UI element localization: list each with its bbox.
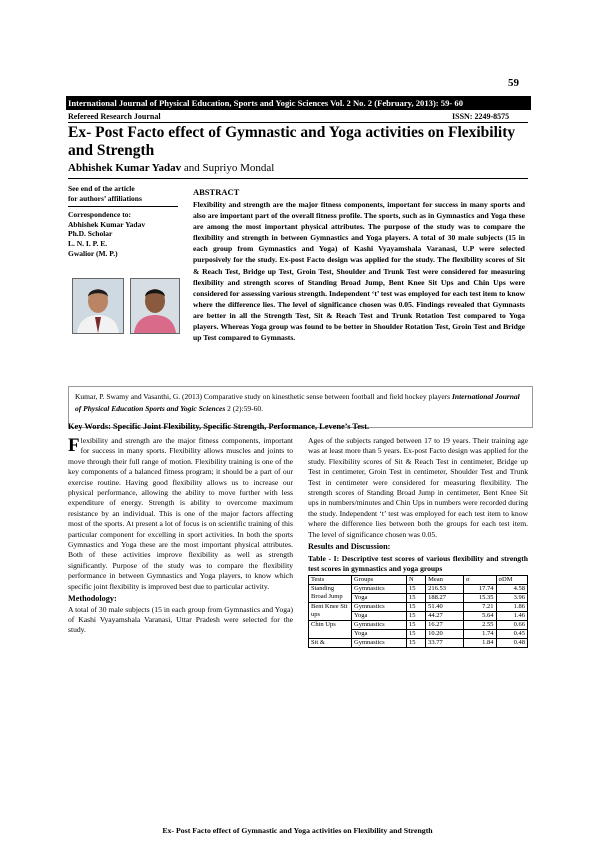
table-cell: 15 bbox=[407, 620, 426, 629]
table-cell: 1.84 bbox=[463, 638, 496, 647]
table-cell: 7.21 bbox=[463, 602, 496, 611]
left-column bbox=[68, 436, 293, 636]
keywords: Key Words: Specific Joint Flexibility, Specific Strength, Performance, Levene’s Test. bbox=[68, 422, 370, 431]
table-cell: Standing Broad Jump bbox=[309, 584, 352, 602]
correspondence-name: Abhishek Kumar Yadav bbox=[68, 219, 146, 229]
table-cell: 5.64 bbox=[463, 611, 496, 620]
table-cell: 0.45 bbox=[496, 629, 527, 638]
table-cell: 15 bbox=[407, 611, 426, 620]
methodology-text: A total of 30 male subjects (15 in each group from Gymnastics and Yoga) of Kashi Vyayamshala Varanasi, Uttar Pradesh were selected for the study. bbox=[68, 604, 293, 635]
table-cell: Gymnastics bbox=[352, 620, 407, 629]
table-cell: Gymnastics bbox=[352, 584, 407, 593]
table-cell: 0.48 bbox=[496, 638, 527, 647]
header-rule bbox=[68, 122, 528, 123]
table-header: σDM bbox=[496, 575, 527, 584]
issn: ISSN: 2249-8575 bbox=[452, 112, 510, 121]
table-row bbox=[309, 602, 528, 611]
correspondence-label: Correspondence to: bbox=[68, 210, 131, 220]
journal-header: International Journal of Physical Education, Sports and Yogic Sciences Vol. 2 No. 2 (February, 2013): 59- 60 bbox=[66, 96, 531, 110]
table-cell: 15.35 bbox=[463, 593, 496, 602]
table-cell: 51.40 bbox=[426, 602, 464, 611]
first-author: Abhishek Kumar Yadav bbox=[68, 162, 182, 174]
table-cell: 216.53 bbox=[426, 584, 464, 593]
table-cell: 17.74 bbox=[463, 584, 496, 593]
correspondence-city: Gwalior (M. P.) bbox=[68, 248, 118, 258]
methods-continued: Ages of the subjects ranged between 17 to 19 years. Their training age was at least more than 5 years. Ex-post Facto design was applied for the study. Flexibility scores of Sit & Reach Test in centimeter, Bridge up Test in centimeter, Groin Test in centimeter, Shoulder Test and Trunk Test in centimeter were considered for measuring flexibility. The strength scores of Standing Broad Jump in centimeter, Bent Knee Sit ups in numbers/minutes and Chin Ups in numbers were recorded during the study. Independent ‘t’ test was employed for each test item to know where the difference lies between both the groups for each test item. The level of significance chosen was 0.05. bbox=[308, 436, 528, 539]
table-cell: 0.66 bbox=[496, 620, 527, 629]
table-cell: 33.77 bbox=[426, 638, 464, 647]
author-sidebar bbox=[68, 184, 180, 258]
authors-rule bbox=[68, 178, 528, 179]
table-header: σ bbox=[463, 575, 496, 584]
abstract-heading: ABSTRACT bbox=[193, 187, 240, 197]
table-cell: Bent Knee Sit ups bbox=[309, 602, 352, 620]
table-cell: 1.46 bbox=[496, 611, 527, 620]
table-row bbox=[309, 638, 528, 647]
refereed-label: Refereed Research Journal bbox=[68, 112, 161, 121]
correspondence-institute: L. N. I. P. E. bbox=[68, 238, 108, 248]
table-row bbox=[309, 584, 528, 593]
see-end-line-1: See end of the article bbox=[68, 184, 135, 193]
citation-tail: 2 (2):59-60. bbox=[225, 403, 263, 413]
table-cell: 188.27 bbox=[426, 593, 464, 602]
table-cell: 1.86 bbox=[496, 602, 527, 611]
table-cell: Yoga bbox=[352, 611, 407, 620]
drop-cap: F bbox=[68, 435, 80, 456]
right-column bbox=[308, 436, 528, 648]
table-row bbox=[309, 620, 528, 629]
sidebar-divider bbox=[68, 206, 178, 207]
results-heading: Results and Discussion: bbox=[308, 542, 391, 552]
table-header: Mean bbox=[426, 575, 464, 584]
author-photo-2 bbox=[130, 278, 180, 334]
authors bbox=[68, 162, 274, 174]
table-cell: 2.55 bbox=[463, 620, 496, 629]
table-cell: Yoga bbox=[352, 593, 407, 602]
table-cell: 1.74 bbox=[463, 629, 496, 638]
table-cell: Yoga bbox=[352, 629, 407, 638]
page-footer: Ex- Post Facto effect of Gymnastic and Yoga activities on Flexibility and Strength bbox=[162, 826, 433, 835]
table-header-row bbox=[309, 575, 528, 584]
table-header: Tests bbox=[309, 575, 352, 584]
table-caption: Table - I: Descriptive test scores of various flexibility and strength test scores in gymnastics and yoga groups bbox=[308, 554, 528, 574]
intro-text: lexibility and strength are the major fitness components, important for success in many sports. Flexibility allows muscles and joints to move through their full range of motion. Flexibility training is one of the key components of a balanced fitness program; it should be a part of our exercise routine. Having good flexibility allows us to increase our physical performance, allowing the ability to move further with less expenditure of energy. Strength is ability to overcome maximum resistance by an individual. This is one of the major factors affecting most of the sports. At present a lot of focus is on scientific training of this particular component for excelling in sport activities. In both the sports Gymnastics and Yoga these are the most important physical attributes. Both of these activities improve flexibility as well as strength significantly. Purpose of the study was to compare the flexibility performance in between Gymnastics and Yoga players, to know which specific joint flexibility is improved best due to particular activity. bbox=[68, 436, 293, 591]
citation-journal: International Journal of Physical Education Sports and Yogic Sciences bbox=[75, 392, 520, 413]
other-authors: and Supriyo Mondal bbox=[181, 162, 275, 174]
introduction bbox=[68, 436, 293, 592]
table-cell: Chin Ups bbox=[309, 620, 352, 638]
table-cell: 16.27 bbox=[426, 620, 464, 629]
author-photo-1 bbox=[72, 278, 124, 334]
table-cell: 10.20 bbox=[426, 629, 464, 638]
table-cell: Sit & bbox=[309, 638, 352, 647]
table-header: N bbox=[407, 575, 426, 584]
table-cell: Gymnastics bbox=[352, 638, 407, 647]
table-header: Groups bbox=[352, 575, 407, 584]
citation-text: Kumar, P. Swamy and Vasanthi, G. (2013) Comparative study on kinesthetic sense between football and field hockey players bbox=[75, 392, 452, 401]
table-cell: 15 bbox=[407, 593, 426, 602]
table-cell: 15 bbox=[407, 584, 426, 593]
see-end-line-2: for authors’ affiliations bbox=[68, 193, 142, 203]
table-cell: 15 bbox=[407, 602, 426, 611]
correspondence-position: Ph.D. Scholar bbox=[68, 229, 113, 239]
table-cell: Gymnastics bbox=[352, 602, 407, 611]
table-cell: 44.27 bbox=[426, 611, 464, 620]
table-cell: 15 bbox=[407, 629, 426, 638]
table-cell: 15 bbox=[407, 638, 426, 647]
abstract-text: Flexibility and strength are the major fitness components, important for success in many sports and also are important part of the overall fitness profile. The sports, such as in Gymnastics and Yoga these are among the most important physical attributes. The purpose of the study was to compare the flexibility and strength in between Gymnastics and Yoga players. A total of 30 male subjects (15 in each group from Gymnastics and Yoga) of Kashi Vyayamshala Varanasi, U.P were selected purposively for the study. Ex-post Facto design was applied for the study. The flexibility scores of Sit & Reach Test, Bridge up Test, Groin Test, Shoulder and Trunk Test were considered for measuring flexibility and strength scores of Standing Broad Jump, Bent Knee Sit Ups and Chin Ups were considered for assessing various strength. Independent ‘t’ test was employed for each test item to know where the difference lies. The level of significance chosen was 0.05. Findings revealed that Gymnasts are better in all the Strength Test, Sit & Reach Test and Trunk Rotation Test compared to Yoga players. Whereas Yoga group was found to be better in Shoulder Rotation Test, Groin Test and Bridge up Test compared to Gymnasts. bbox=[193, 200, 525, 343]
article-title: Ex- Post Facto effect of Gymnastic and Yoga activities on Flexibility and Strength bbox=[68, 124, 516, 159]
methodology-heading: Methodology: bbox=[68, 594, 117, 604]
descriptive-table bbox=[308, 575, 528, 648]
page-number: 59 bbox=[508, 77, 519, 89]
table-cell: 4.58 bbox=[496, 584, 527, 593]
table-cell: 3.96 bbox=[496, 593, 527, 602]
